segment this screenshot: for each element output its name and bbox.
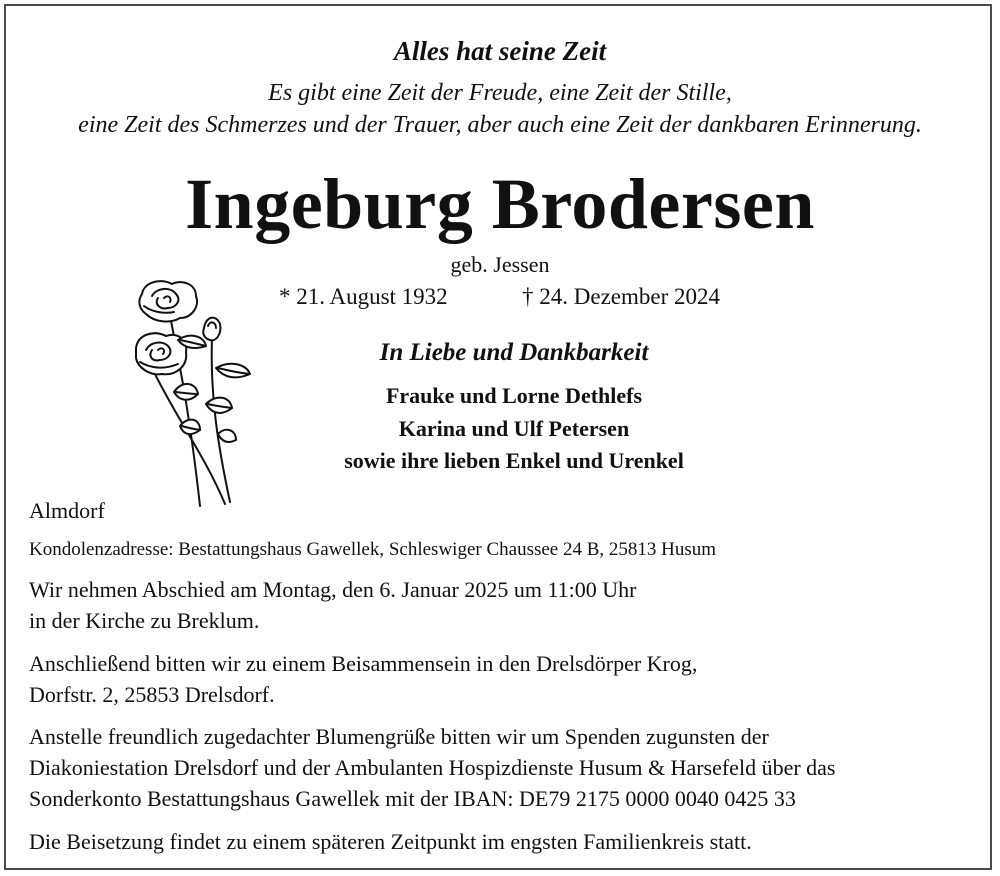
paragraph-line: in der Kirche zu Breklum.: [29, 608, 260, 633]
mourner-line: Karina und Ulf Petersen: [398, 416, 630, 441]
burial-paragraph: [29, 826, 752, 857]
paragraph-line: Sonderkonto Bestattungshaus Gawellek mit der IBAN: DE79 2175 0000 0040 0425 33: [29, 786, 796, 811]
dedication: In Liebe und Dankbarkeit: [379, 339, 649, 366]
place: Almdorf: [29, 498, 105, 523]
paragraph-line: Diakoniestation Drelsdorf und der Ambulanten Hospizdienste Husum & Harsefeld über das: [29, 755, 836, 780]
mourner-line: Frauke und Lorne Dethlefs: [385, 383, 643, 408]
paragraph-line: Die Beisetzung findet zu einem späteren Zeitpunkt im engsten Familienkreis statt.: [29, 829, 752, 854]
motto-line-2: eine Zeit des Schmerzes und der Trauer, aber auch eine Zeit der dankbaren Erinnerung.: [78, 112, 922, 138]
birth-name: geb. Jessen: [450, 252, 550, 277]
paragraph-line: Anschließend bitten wir zu einem Beisammensein in den Drelsdörper Krog,: [29, 651, 698, 676]
condolence-address: Kondolenzadresse: Bestattungshaus Gawellek, Schleswiger Chaussee 24 B, 25813 Husum: [29, 539, 717, 560]
death-date: † 24. Dezember 2024: [522, 284, 720, 309]
motto-title: Alles hat seine Zeit: [393, 36, 607, 66]
donation-paragraph: [29, 721, 835, 814]
funeral-paragraph: [29, 574, 636, 636]
mourner-line: sowie ihre lieben Enkel und Urenkel: [344, 448, 684, 473]
motto-line-1: Es gibt eine Zeit der Freude, eine Zeit der Stille,: [268, 80, 732, 106]
paragraph-line: Dorfstr. 2, 25853 Drelsdorf.: [29, 682, 275, 707]
birth-date: * 21. August 1932: [279, 284, 448, 309]
paragraph-line: Wir nehmen Abschied am Montag, den 6. Januar 2025 um 11:00 Uhr: [29, 577, 637, 602]
gathering-paragraph: [29, 648, 697, 710]
deceased-name: Ingeburg Brodersen: [185, 164, 815, 244]
paragraph-line: Anstelle freundlich zugedachter Blumengrüße bitten wir um Spenden zugunsten der: [29, 724, 769, 749]
